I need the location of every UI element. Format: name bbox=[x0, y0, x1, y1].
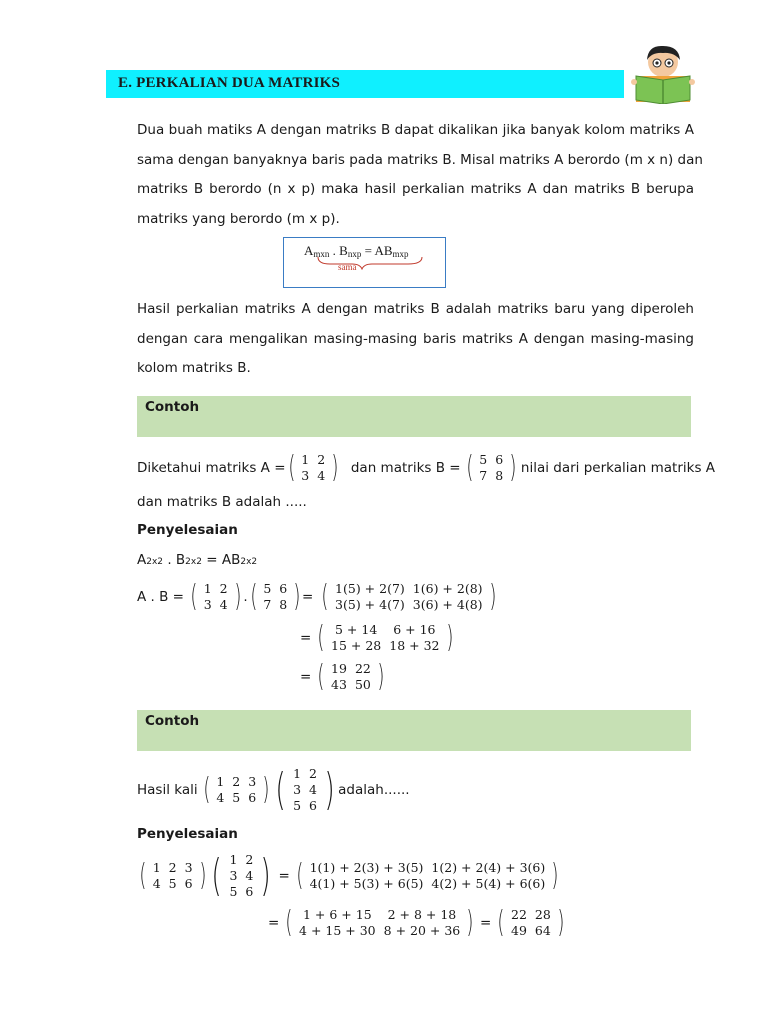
example1-product: A . B = ( 1 2 3 4 ) . ( 5 6 7 8 ) bbox=[137, 580, 303, 614]
example-heading: Contoh bbox=[145, 713, 200, 729]
description-paragraph bbox=[137, 295, 694, 384]
reading-child-illustration bbox=[630, 42, 696, 104]
example1-step1: = ( 1(5) + 2(7) 1(6) + 2(8) 3(5) + 4(7) 3(6) + 4(8) ) bbox=[302, 580, 498, 614]
intro-line: matriks B berordo (n x p) maka hasil perkalian matriks A dan matriks B berupa bbox=[137, 181, 694, 197]
result-matrix: ( 1(1) + 2(3) + 3(5) 1(2) + 2(4) + 3(6) 4(1) + 5(3) + 6(5) 4(2) + 5(4) + 6(6) ) bbox=[296, 858, 559, 893]
matrix-b: ( 5 6 7 8 ) bbox=[465, 450, 517, 485]
example-header-bar bbox=[137, 710, 691, 751]
example1-step3: = ( 19 22 43 50 ) bbox=[300, 660, 387, 694]
matrix-b: ( 1 2 3 4 5 6 ) bbox=[211, 850, 272, 901]
section-title: E. PERKALIAN DUA MATRIKS bbox=[118, 75, 341, 91]
example1-question-line2: dan matriks B adalah ..... bbox=[137, 494, 307, 510]
matrix-a: ( 1 2 3 4 5 6 ) bbox=[139, 858, 206, 893]
solution-heading: Penyelesaian bbox=[137, 522, 238, 538]
desc-line: Hasil perkalian matriks A dengan matriks B adalah matriks baru yang diperoleh bbox=[137, 301, 694, 317]
same-dimension-brace bbox=[312, 256, 432, 270]
intro-line: sama dengan banyaknya baris pada matriks B. Misal matriks A berordo (m x n) dan bbox=[137, 151, 703, 168]
final-result-matrix: ( 22 28 49 64 ) bbox=[497, 905, 565, 940]
matrix-b: ( 1 2 3 4 5 6 ) bbox=[275, 764, 335, 815]
example1-step2: = ( 5 + 14 6 + 16 15 + 28 18 + 32 ) bbox=[300, 621, 455, 655]
example-heading: Contoh bbox=[145, 399, 200, 415]
example1-question: Diketahui matriks A = ( 1 2 3 4 ) dan matriks B = ( 5 6 7 8 ) nilai dari perkalian matriks A bbox=[137, 450, 716, 485]
solution-heading: Penyelesaian bbox=[137, 826, 238, 842]
example2-step2: = ( 1 + 6 + 15 2 + 8 + 18 4 + 15 + 30 8 + 20 + 36 ) = ( 22 28 49 64 ) bbox=[268, 906, 567, 940]
matrix-b: ( 5 6 7 8 ) bbox=[249, 579, 301, 614]
desc-line: kolom matriks B. bbox=[137, 360, 251, 376]
result-matrix: ( 19 22 43 50 ) bbox=[317, 659, 385, 694]
intro-line: matriks yang berordo (m x p). bbox=[137, 210, 340, 227]
same-label: sama bbox=[338, 262, 357, 272]
example2-step1: ( 1 2 3 4 5 6 ) ( 1 2 3 4 5 6 ) = ( 1(1) + 2(3) + 3(5) 1(2) + 2(4) + 3(6) 4(1) + 5(3) + 6(5) 4(2) + 5(4) + 6(6) ) bbox=[137, 850, 561, 902]
result-matrix: ( 1(5) + 2(7) 1(6) + 2(8) 3(5) + 4(7) 3(6) + 4(8) ) bbox=[321, 579, 496, 614]
result-matrix: ( 5 + 14 6 + 16 15 + 28 18 + 32 ) bbox=[317, 620, 453, 655]
order-formula: $A_{mxn}$ . $B_{nxp} = AB_{mxp}$ bbox=[304, 243, 409, 259]
matrix-a: ( 1 2 3 4 ) bbox=[287, 450, 339, 485]
example2-question: Hasil kali ( 1 2 3 4 5 6 ) ( 1 2 3 4 5 6 ) adalah...... bbox=[137, 764, 410, 815]
matrix-a: ( 1 2 3 4 ) bbox=[190, 579, 241, 614]
intro-paragraph bbox=[137, 116, 703, 234]
example-header-bar bbox=[137, 396, 691, 437]
intro-line: Dua buah matiks A dengan matriks B dapat dikalikan jika banyak kolom matriks A bbox=[137, 122, 694, 138]
result-matrix: ( 1 + 6 + 15 2 + 8 + 18 4 + 15 + 30 8 + 20 + 36 ) bbox=[285, 905, 474, 940]
order-statement: A2x2 . B2x2 = AB2x2 bbox=[137, 552, 258, 568]
matrix-a: ( 1 2 3 4 5 6 ) bbox=[202, 772, 270, 807]
desc-line: dengan cara mengalikan masing-masing baris matriks A dengan masing-masing bbox=[137, 330, 694, 347]
